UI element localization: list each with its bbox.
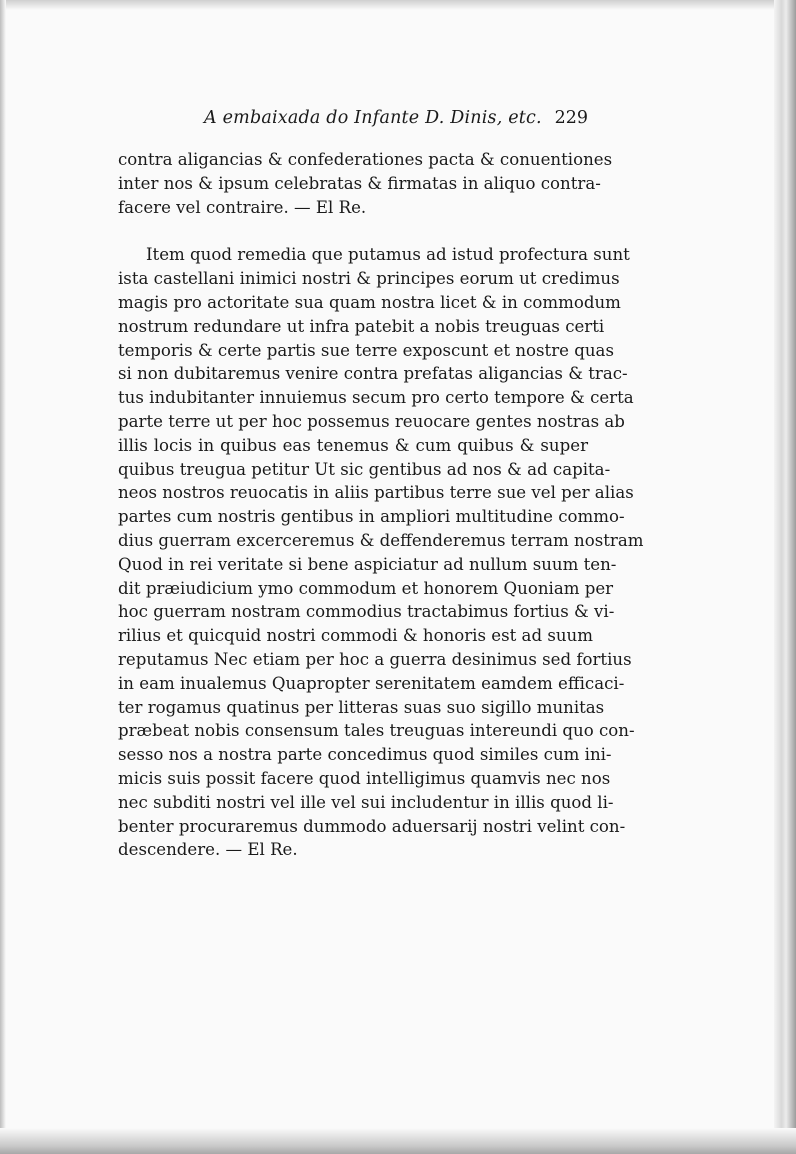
body-text (118, 148, 644, 862)
text-line: benter procuraremus dummodo aduersarij nostri velint con- (118, 816, 626, 836)
text-line: rilius et quicquid nostri commodi & honoris est ad suum (118, 626, 593, 646)
running-title: A embaixada do Infante D. Dinis, etc. (204, 108, 542, 128)
text-line: illis locis in quibus eas tenemus & cum quibus & super (118, 435, 588, 455)
text-line: ter rogamus quatinus per litteras suas suo sigillo munitas (118, 697, 605, 717)
text-line: præbeat nobis consensum tales treuguas intereundi quo con- (118, 721, 635, 741)
text-line: hoc guerram nostram commodius tractabimus fortius & vi- (118, 602, 615, 622)
text-line: nec subditi nostri vel ille vel sui includentur in illis quod li- (118, 792, 614, 812)
text-line: si non dubitaremus venire contra prefatas aligancias & trac- (118, 364, 628, 384)
paragraph-2 (118, 243, 644, 862)
text-line: descendere. — El Re. (118, 840, 298, 860)
text-line: partes cum nostris gentibus in ampliori multitudine commo- (118, 507, 625, 527)
text-line: inter nos & ipsum celebratas & firmatas in aliquo contra- (118, 173, 601, 193)
text-line: quibus treugua petitur Ut sic gentibus ad nos & ad capita- (118, 459, 611, 479)
page-number: 229 (554, 108, 588, 128)
text-line: dius guerram excerceremus & deffenderemus terram nostram (118, 530, 644, 550)
text-line: temporis & certe partis sue terre exposcunt et nostre quas (118, 340, 614, 360)
page-right-edge (774, 0, 796, 1154)
paragraph-gap (118, 219, 588, 243)
text-line: magis pro actoritate sua quam nostra licet & in commodum (118, 292, 621, 312)
text-line: facere vel contraire. — El Re. (118, 197, 367, 217)
text-line: Quod in rei veritate si bene aspiciatur ad nullum suum ten- (118, 554, 617, 574)
page-left-edge (0, 0, 6, 1154)
running-head (200, 108, 590, 134)
text-line: neos nostros reuocatis in aliis partibus terre sue vel per alias (118, 483, 634, 503)
text-line: ista castellani inimici nostri & principes eorum ut credimus (118, 269, 620, 289)
text-line: in eam inualemus Quapropter serenitatem eamdem efficaci- (118, 673, 625, 693)
text-line: tus indubitanter innuiemus secum pro certo tempore & certa (118, 388, 634, 408)
text-line: dit præiudicium ymo commodum et honorem Quoniam per (118, 578, 614, 598)
page-bottom-edge (0, 1128, 796, 1154)
text-line: nostrum redundare ut infra patebit a nobis treuguas certi (118, 316, 605, 336)
text-line: sesso nos a nostra parte concedimus quod similes cum ini- (118, 745, 612, 765)
text-line: micis suis possit facere quod intelligimus quamvis nec nos (118, 768, 611, 788)
text-line: Item quod remedia que putamus ad istud profectura sunt (146, 245, 630, 265)
page-top-edge (0, 0, 796, 10)
paragraph-1 (118, 148, 613, 219)
text-line: reputamus Nec etiam per hoc a guerra desinimus sed fortius (118, 649, 632, 669)
text-line: contra aligancias & confederationes pacta & conuentiones (118, 150, 613, 169)
text-line: parte terre ut per hoc possemus reuocare gentes nostras ab (118, 411, 625, 431)
